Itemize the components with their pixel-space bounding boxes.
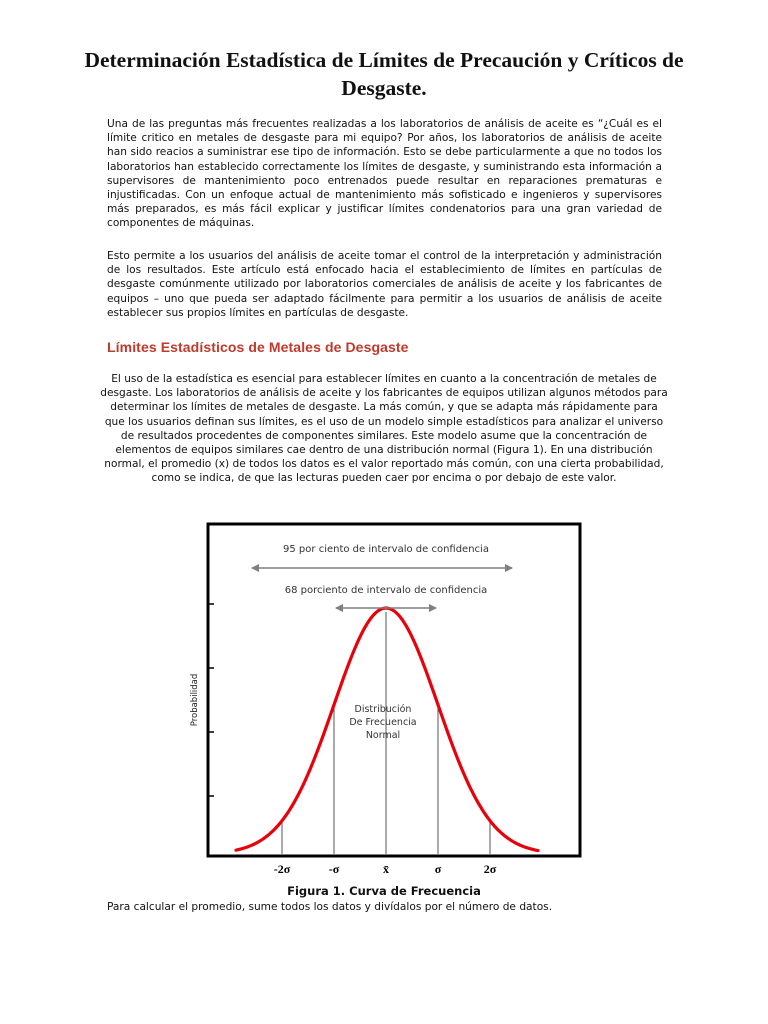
curve-label-line-2: De Frecuencia [349, 717, 417, 728]
tick-minus-sigma-label: -σ [328, 862, 340, 876]
plot-frame [208, 524, 580, 856]
tick-minus-2-sigma-label: -2σ [273, 862, 291, 876]
normal-distribution-figure [178, 512, 590, 882]
paragraph-statistics: El uso de la estadística es esencial para establecer límites en cuanto a la concentración de metales de desgaste. Los laboratorios de análisis de aceite y los fabricantes de equipos utilizan algunos métodos para determinar los límites de metales de desgaste. La más común, y que se adapta más rápidamente para que los usuarios definan sus límites, es el uso de un modelo simple estadísticos para analizar el universo de resultados procedentes de componentes similares. Este modelo asume que la concentración de elementos de equipos similares cae dentro de una distribución normal (Figura 1). En una distribución normal, el promedio (x) de todos los datos es el valor reportado más común, con una cierta probabilidad, como se indica, de que las lecturas pueden caer por encima o por debajo de este valor. [100, 373, 668, 485]
curve-label-line-1: Distribución [354, 704, 412, 715]
footnote-text: Para calcular el promedio, sume todos los datos y divídalos por el número de datos. [107, 901, 553, 913]
figure-caption: Figura 1. Curva de Frecuencia [287, 884, 481, 898]
section-heading: Límites Estadísticos de Metales de Desgaste [107, 339, 409, 355]
document-title: Determinación Estadística de Límites de Precaución y Críticos de Desgaste. [84, 48, 684, 100]
tick-2-sigma-label: 2σ [483, 862, 497, 876]
tick-mean-label: x̄ [383, 862, 389, 876]
tick-sigma-label: σ [434, 862, 442, 876]
paragraph-intro: Una de las preguntas más frecuentes realizadas a los laboratorios de análisis de aceite es “¿Cuál es el límite critico en metales de desgaste para mi equipo? Por años, los laboratorios de análisis de aceite han sido reacios a suministrar ese tipo de información. Esto se debe particularmente a que no todos los laboratorios han establecido correctamente los límites de desgaste, y suministrando esta información a supervisores de mantenimiento poco entrenados puede resultar en reparaciones prematuras e injustificadas. Con un enfoque actual de mantenimiento más sofisticado e ingenieros y supervisores más preparados, es más fácil explicar y justificar límites condenatorios para una gran variedad de componentes de máquinas. [107, 118, 662, 230]
interval-68-label: 68 porciento de intervalo de confidencia [284, 585, 488, 596]
x-tick-labels [274, 862, 497, 876]
y-axis-label: Probabilidad [190, 673, 200, 727]
curve-label-line-3: Normal [365, 730, 401, 741]
paragraph-purpose: Esto permite a los usuarios del análisis de aceite tomar el control de la interpretación y administración de los resultados. Este artículo está enfocado hacia el establecimiento de límites en partículas de desgaste comúnmente utilizado por laboratorios comerciales de análisis de aceite y los fabricantes de equipos – uno que pueda ser adaptado fácilmente para permitir a los usuarios de análisis de aceite establecer sus propios límites en partículas de desgaste. [107, 250, 662, 319]
interval-95-label: 95 por ciento de intervalo de confidencia [283, 544, 489, 555]
